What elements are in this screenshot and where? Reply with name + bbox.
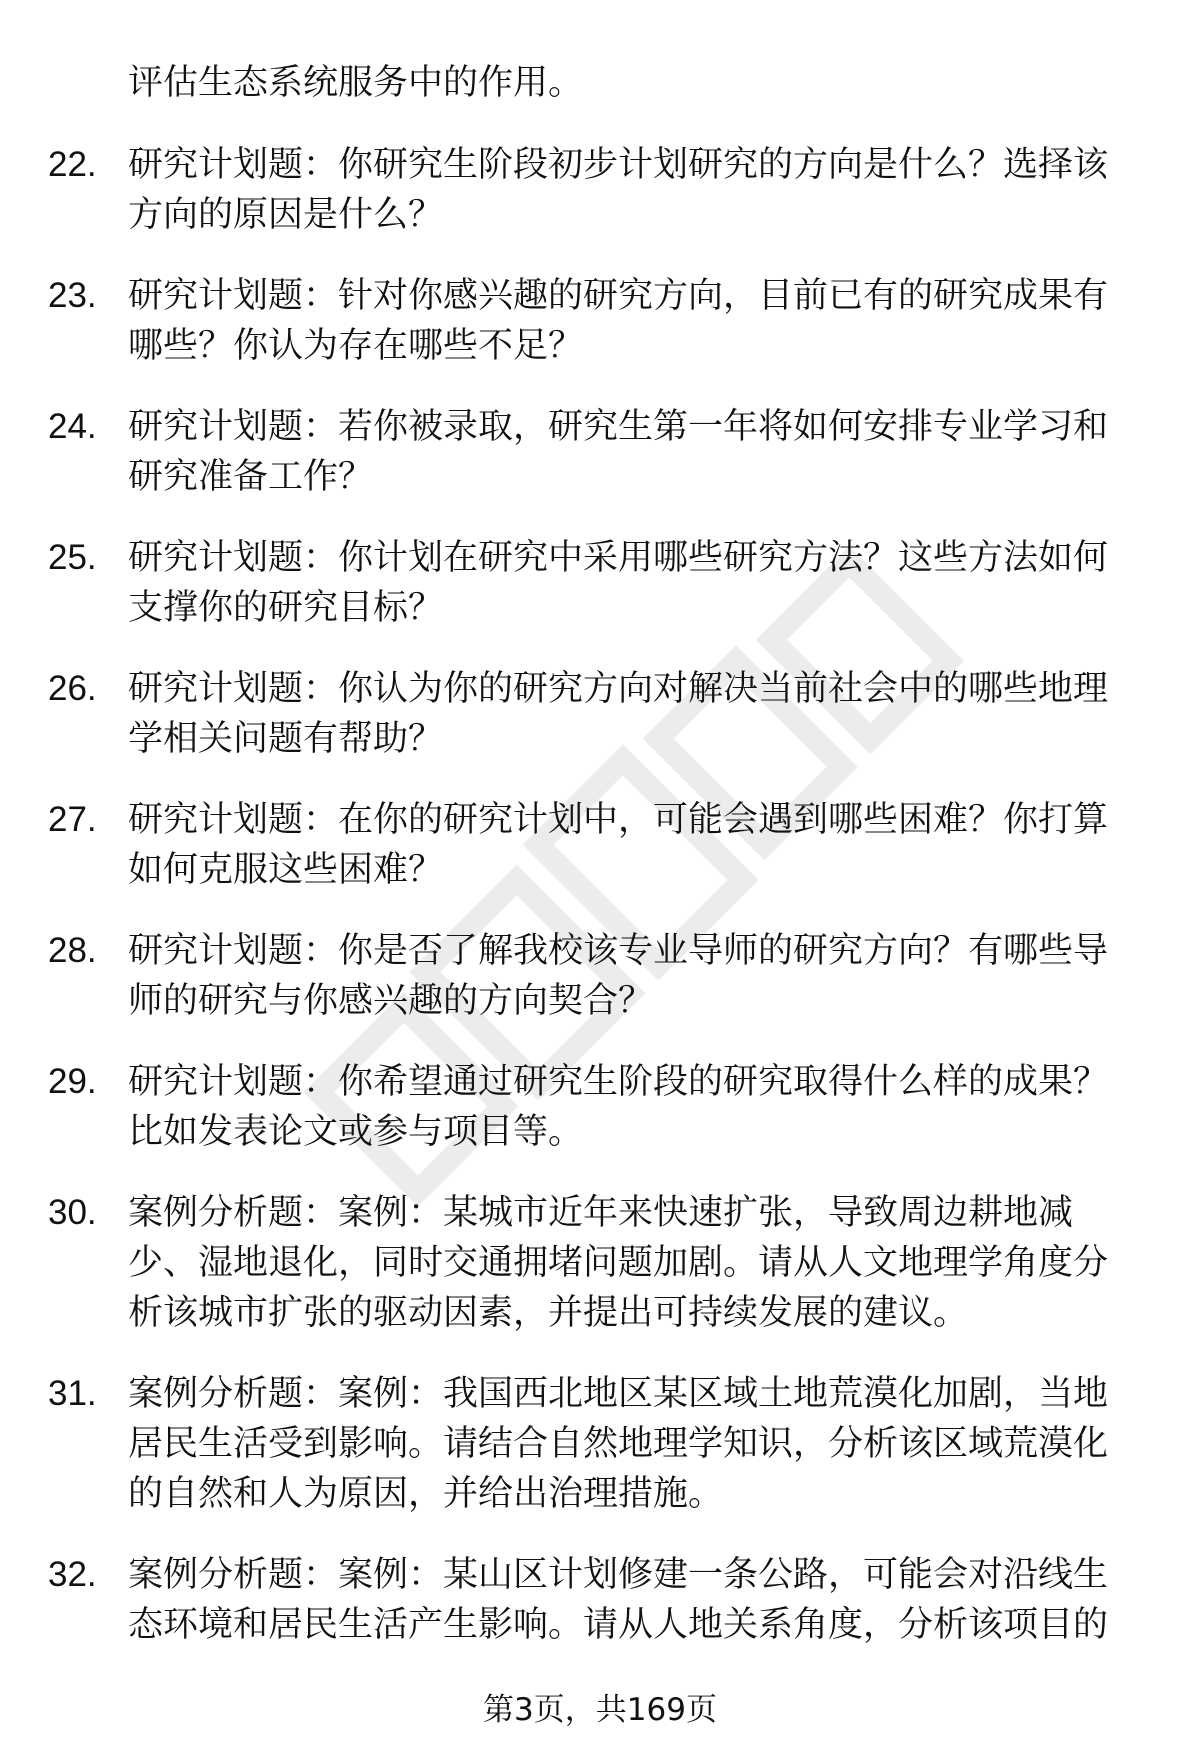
question-text-line: 的自然和人为原因，并给出治理措施。 bbox=[128, 1474, 724, 1514]
page-number-footer: 第3页，共169页 bbox=[483, 1692, 717, 1728]
question-text-line: 居民生活受到影响。请结合自然地理学知识，分析该区域荒漠化 bbox=[128, 1424, 1109, 1464]
question-list bbox=[48, 140, 1152, 1681]
question-text bbox=[128, 402, 1152, 502]
question-number: 22. bbox=[48, 145, 97, 184]
question-text-line: 研究准备工作？ bbox=[128, 457, 374, 497]
question-text-line: 研究计划题：你计划在研究中采用哪些研究方法？这些方法如何 bbox=[128, 538, 1109, 578]
question-item bbox=[48, 271, 1152, 371]
question-item bbox=[48, 1188, 1152, 1338]
question-item bbox=[48, 533, 1152, 633]
question-item bbox=[48, 1057, 1152, 1157]
question-text bbox=[128, 1550, 1152, 1650]
question-text-line: 研究计划题：若你被录取，研究生第一年将如何安排专业学习和 bbox=[128, 407, 1109, 447]
question-text bbox=[128, 1369, 1152, 1519]
question-text-line: 案例分析题：案例：我国西北地区某区域土地荒漠化加剧，当地 bbox=[128, 1374, 1109, 1414]
question-text-line: 研究计划题：你认为你的研究方向对解决当前社会中的哪些地理 bbox=[128, 669, 1109, 709]
question-text-line: 比如发表论文或参与项目等。 bbox=[128, 1112, 584, 1152]
question-text-line: 少、湿地退化，同时交通拥堵问题加剧。请从人文地理学角度分 bbox=[128, 1243, 1109, 1283]
question-text-line: 研究计划题：在你的研究计划中，可能会遇到哪些困难？你打算 bbox=[128, 800, 1109, 840]
question-text-line: 师的研究与你感兴趣的方向契合？ bbox=[128, 981, 654, 1021]
question-number: 32. bbox=[48, 1555, 97, 1594]
question-item bbox=[48, 664, 1152, 764]
question-text bbox=[128, 140, 1152, 240]
question-number: 25. bbox=[48, 538, 97, 577]
question-item bbox=[48, 1369, 1152, 1519]
question-text-line: 研究计划题：你是否了解我校该专业导师的研究方向？有哪些导 bbox=[128, 931, 1109, 971]
question-text-line: 哪些？你认为存在哪些不足？ bbox=[128, 326, 584, 366]
question-number: 23. bbox=[48, 276, 97, 315]
question-text bbox=[128, 1188, 1152, 1338]
question-number: 30. bbox=[48, 1193, 97, 1232]
question-text-line: 案例分析题：案例：某山区计划修建一条公路，可能会对沿线生 bbox=[128, 1555, 1109, 1595]
question-item bbox=[48, 140, 1152, 240]
question-number: 29. bbox=[48, 1062, 97, 1101]
question-text-line: 研究计划题：针对你感兴趣的研究方向，目前已有的研究成果有 bbox=[128, 276, 1109, 316]
question-text-line: 研究计划题：你希望通过研究生阶段的研究取得什么样的成果？ bbox=[128, 1062, 1109, 1102]
question-text bbox=[128, 1057, 1152, 1157]
question-number: 26. bbox=[48, 669, 97, 708]
question-text bbox=[128, 664, 1152, 764]
question-number: 27. bbox=[48, 800, 97, 839]
question-text-line: 态环境和居民生活产生影响。请从人地关系角度，分析该项目的 bbox=[128, 1605, 1109, 1645]
question-text bbox=[128, 271, 1152, 371]
question-text-line: 案例分析题：案例：某城市近年来快速扩张，导致周边耕地减 bbox=[128, 1193, 1074, 1233]
question-number: 24. bbox=[48, 407, 97, 446]
question-text-line: 析该城市扩张的驱动因素，并提出可持续发展的建议。 bbox=[128, 1293, 969, 1333]
question-number: 31. bbox=[48, 1374, 97, 1413]
question-text-line: 研究计划题：你研究生阶段初步计划研究的方向是什么？选择该 bbox=[128, 145, 1109, 185]
question-text bbox=[128, 926, 1152, 1026]
question-number: 28. bbox=[48, 931, 97, 970]
question-text-line: 支撑你的研究目标？ bbox=[128, 588, 444, 628]
question-item bbox=[48, 795, 1152, 895]
continued-text-line: 评估生态系统服务中的作用。 bbox=[128, 63, 584, 103]
question-text-line: 如何克服这些困难？ bbox=[128, 850, 444, 890]
question-text bbox=[128, 533, 1152, 633]
question-item bbox=[48, 1550, 1152, 1650]
question-item bbox=[48, 926, 1152, 1026]
question-text bbox=[128, 795, 1152, 895]
question-item bbox=[48, 402, 1152, 502]
question-text-line: 方向的原因是什么？ bbox=[128, 195, 444, 235]
question-text-line: 学相关问题有帮助？ bbox=[128, 719, 444, 759]
